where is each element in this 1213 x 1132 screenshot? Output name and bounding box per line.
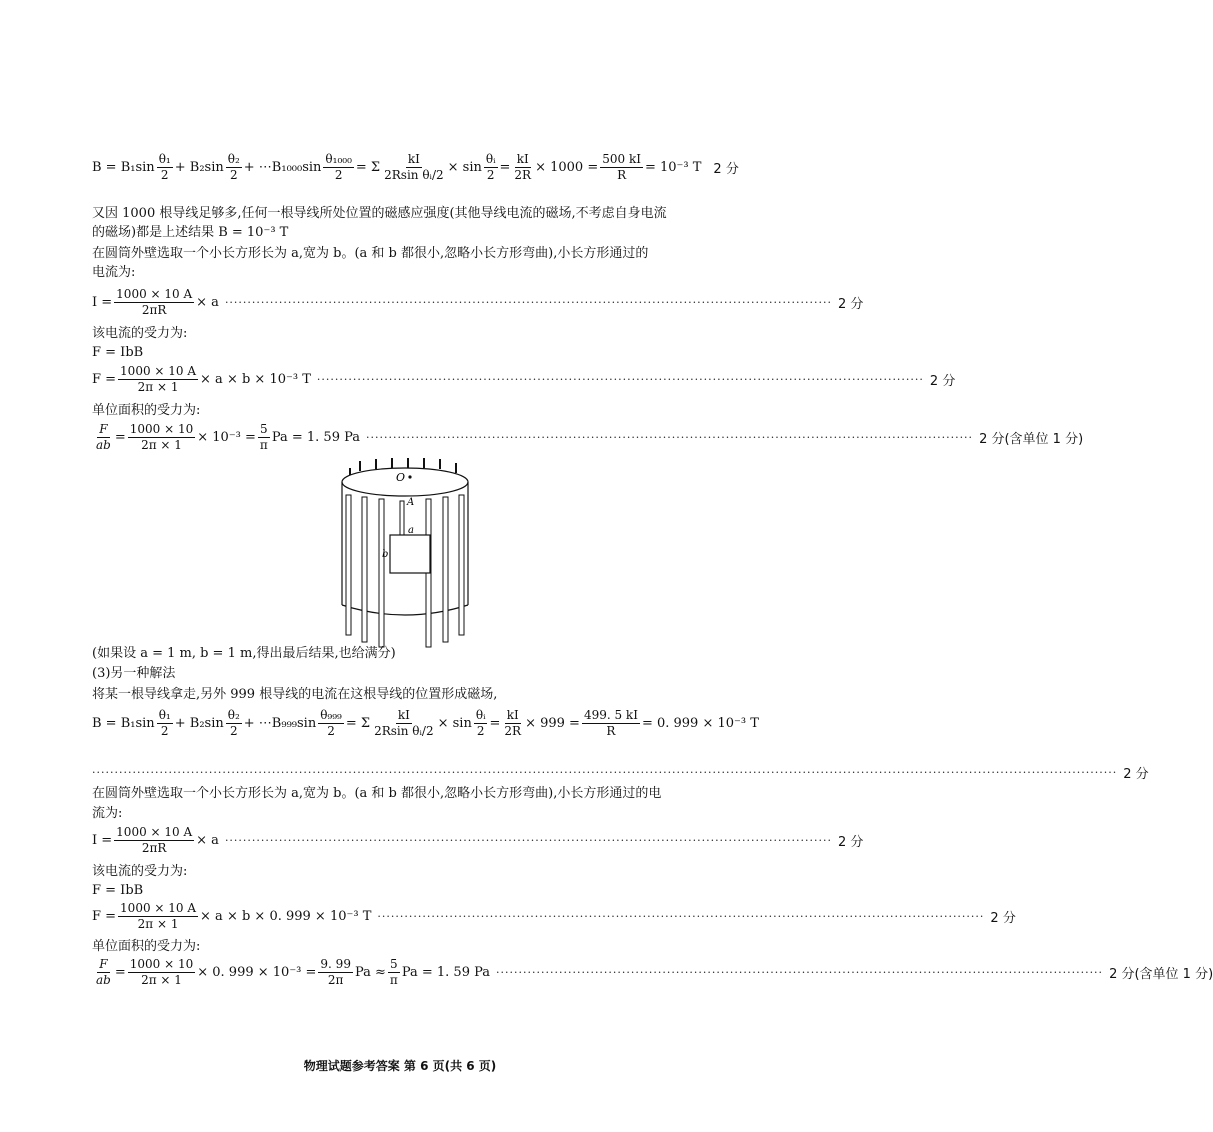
equation-pressure: $\frac{F}{ab}$ = $\frac{1000 \times 10}{2\pi \times 1}$ × 0. 999 × 10⁻³ = $\frac{9. 99}{2\pi}$ Pa ≈ $\frac{5}{\pi}$ Pa = 1. 59 Pa ······································································································································· 2 分(含单位 1 分) <box>96 956 1213 987</box>
score: 2 分 <box>837 834 864 850</box>
leader-dots: ······································································································································· <box>366 430 974 444</box>
paragraph: 电流为: <box>92 265 136 280</box>
paragraph: (如果设 a = 1 m, b = 1 m,得出最后结果,也给满分) <box>92 646 396 661</box>
paragraph: 在圆筒外壁选取一个小长方形长为 a,宽为 b。(a 和 b 都很小,忽略小长方形弯曲),小长方形通过的 <box>92 246 649 261</box>
leader-dots: ······································································································································· <box>224 295 832 309</box>
paragraph: 将某一根导线拿走,另外 999 根导线的电流在这根导线的位置形成磁场, <box>92 687 498 702</box>
paragraph: 该电流的受力为: <box>92 864 188 879</box>
paragraph: 又因 1000 根导线足够多,任何一根导线所处位置的磁感应强度(其他导线电流的磁场,不考虑自身电流 <box>92 206 667 221</box>
leader-dots: ······································································································································· <box>496 965 1104 979</box>
label-b: b <box>382 549 389 560</box>
paragraph: 单位面积的受力为: <box>92 939 201 954</box>
score: 2 分 <box>929 373 956 389</box>
leader-dots: ······································································································································· <box>316 372 924 386</box>
equation-pressure: $\frac{F}{ab}$ = $\frac{1000 \times 10}{2\pi \times 1}$ × 10⁻³ = $\frac{5}{\pi}$ Pa = 1. 59 Pa ······································································································································· 2 分(含单位 1 分) <box>96 421 1084 452</box>
paragraph: F = IbB <box>92 883 144 898</box>
label-a: a <box>408 525 414 536</box>
score: 2 分(含单位 1 分) <box>979 431 1084 447</box>
label-O: O <box>396 471 406 484</box>
cylinder-wire-figure <box>330 455 480 650</box>
score: 2 分(含单位 1 分) <box>1109 966 1213 982</box>
label-A: A <box>407 497 415 508</box>
score: 2 分 <box>837 296 864 312</box>
paragraph: 的磁场)都是上述结果 B = 10⁻³ T <box>92 225 289 240</box>
score: 2 分 <box>1123 766 1149 782</box>
equation-I: I = $\frac{1000 \times 10 A}{2\pi R}$ × a ······································································································································· 2 分 <box>92 824 864 855</box>
equation-B-1000: B = B₁sin $\frac{\text{θ₁}}{2}$ + B₂sin $\frac{\text{θ₂}}{2}$ + ⋯B₁₀₀₀sin $\frac{\text{θ₁₀₀₀}}{2}$ = Σ $\frac{kI}{\text{2Rsin θᵢ/2}}$ × sin $\frac{\text{θᵢ}}{2}$ = $\frac{kI}{2R}$ × 1000 = $\frac{500 kI}{R}$ = 10⁻³ T 2 分 <box>92 151 739 182</box>
equation-F: F = $\frac{1000 \times 10 A}{2\pi \times 1}$ × a × b × 10⁻³ T ······································································································································· 2 分 <box>92 363 956 394</box>
paragraph: 在圆筒外壁选取一个小长方形长为 a,宽为 b。(a 和 b 都很小,忽略小长方形弯曲),小长方形通过的电 <box>92 786 662 801</box>
paragraph: 该电流的受力为: <box>92 326 188 341</box>
equation-F: F = $\frac{1000 \times 10 A}{2\pi \times 1}$ × a × b × 0. 999 × 10⁻³ T ······································································································································· 2 分 <box>92 900 1016 931</box>
paragraph: (3)另一种解法 <box>92 666 176 681</box>
paragraph: 流为: <box>92 806 123 821</box>
score: 2 分 <box>713 161 739 177</box>
paragraph: 单位面积的受力为: <box>92 403 201 418</box>
equation-I: I = $\frac{1000 \times 10 A}{2\pi R}$ × a ······································································································································· 2 分 <box>92 286 864 317</box>
leader-dots: ···································································································································································································································· <box>92 765 1118 779</box>
equation-B-999: B = B₁sin $\frac{\text{θ₁}}{2}$ + B₂sin $\frac{\text{θ₂}}{2}$ + ⋯B₉₉₉sin $\frac{\text{θ₉₉₉}}{2}$ = Σ $\frac{kI}{\text{2Rsin θᵢ/2}}$ × sin $\frac{\text{θᵢ}}{2}$ = $\frac{kI}{2R}$ × 999 = $\frac{499. 5 kI}{R}$ = 0. 999 × 10⁻³ T <box>92 707 759 738</box>
leader-dots: ······································································································································· <box>224 833 832 847</box>
paragraph: F = IbB <box>92 345 144 360</box>
page-footer: 物理试题参考答案 第 6 页(共 6 页) <box>303 1059 497 1073</box>
leader-dots: ······································································································································· <box>377 909 985 923</box>
score: 2 分 <box>990 910 1016 926</box>
